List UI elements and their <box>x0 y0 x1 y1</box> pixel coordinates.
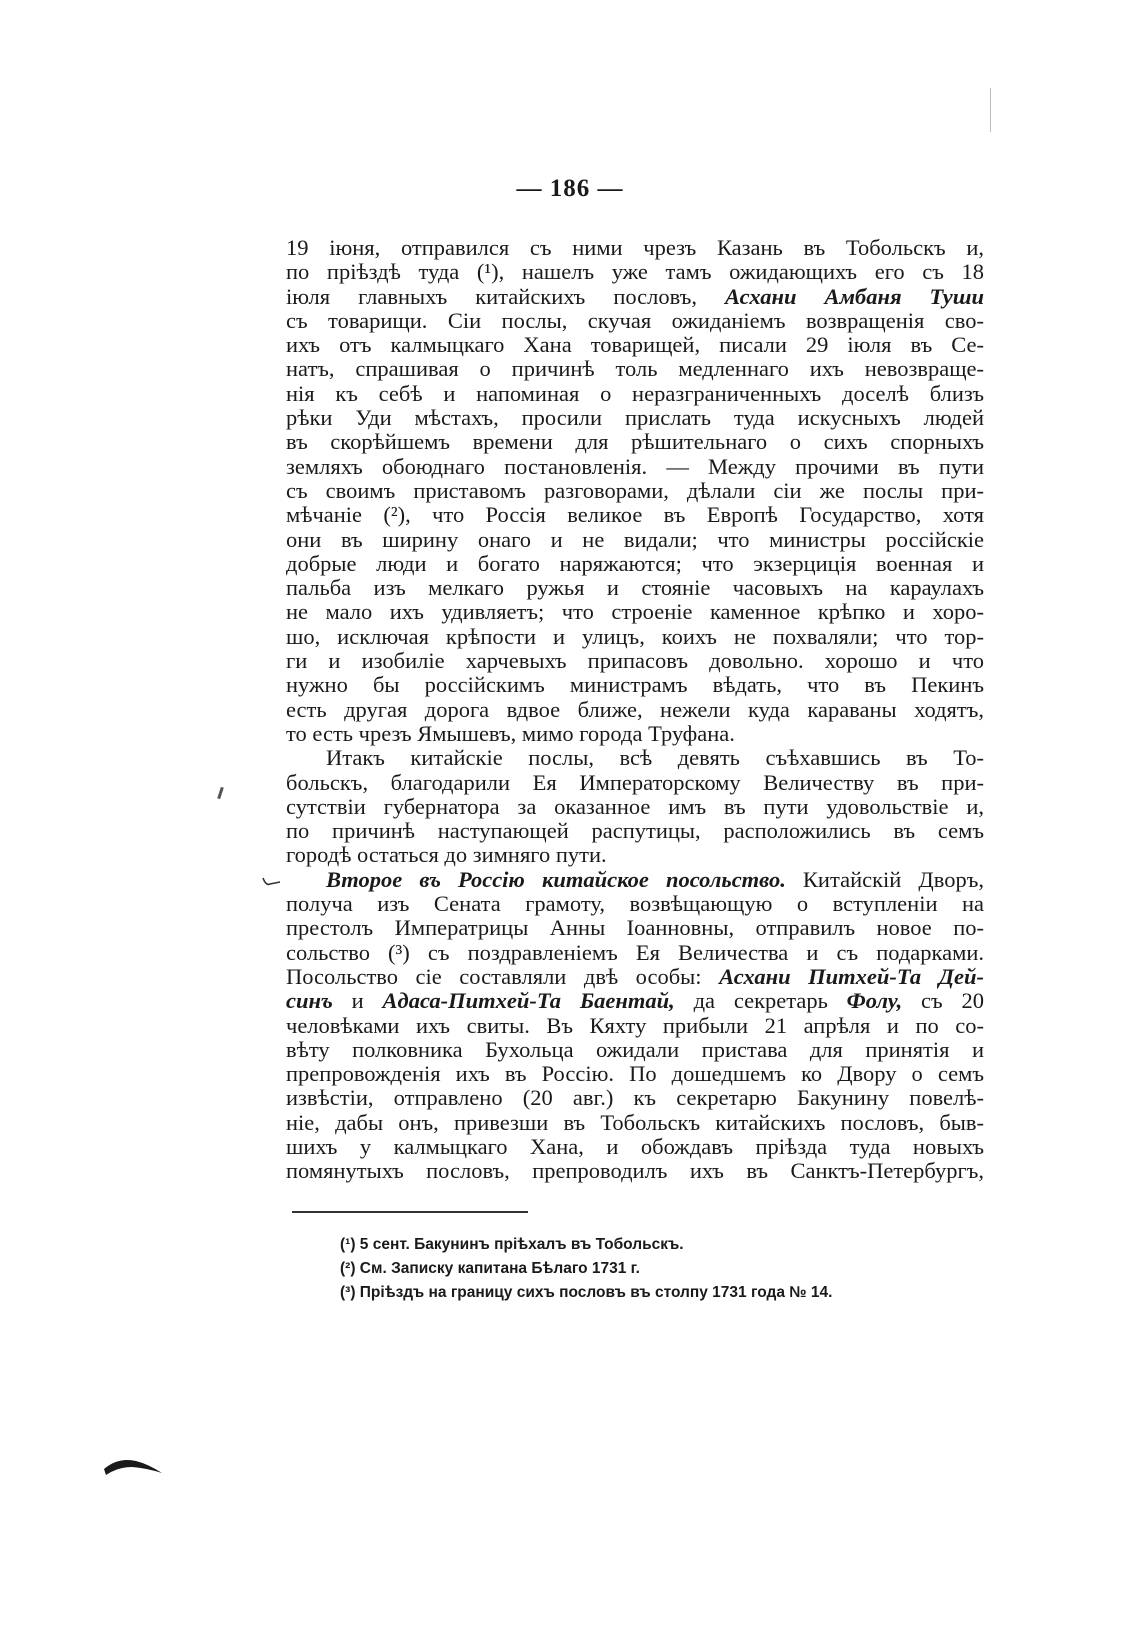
text-line <box>286 746 984 770</box>
text-line <box>286 528 984 552</box>
text-segment: натъ, спрашивая о причинѣ толь медленнаго ихъ невозвраще- <box>286 356 984 382</box>
text-line <box>286 698 984 722</box>
text-segment: ги и изобиліе харчевыхъ припасовъ довольно. хорошо и что <box>286 648 984 674</box>
text-line <box>286 892 984 916</box>
text-segment: шо, исключая крѣпости и улицъ, коихъ не похваляли; что тор- <box>286 623 984 649</box>
text-line <box>286 1038 984 1062</box>
text-segment: нія къ себѣ и напоминая о неразграниченныхъ доселѣ близъ <box>286 380 984 406</box>
text-segment: нужно бы россійскимъ министрамъ вѣдать, что въ Пекинъ <box>286 672 984 698</box>
text-segment: человѣками ихъ свиты. Въ Кяхту прибыли 21 апрѣля и по со- <box>286 1012 984 1038</box>
text-line <box>286 333 984 357</box>
text-line <box>286 1135 984 1159</box>
footnote-separator <box>292 1211 528 1213</box>
text-line <box>286 406 984 430</box>
text-segment: рѣки Уди мѣстахъ, просили прислать туда искусныхъ людей <box>286 405 984 431</box>
text-segment: мѣчаніе (²), что Россія великое въ Европѣ Государство, хотя <box>286 502 984 528</box>
text-segment: въ скорѣйшемъ времени для рѣшительнаго о сихъ спорныхъ <box>286 429 984 455</box>
text-segment: шихъ у калмыцкаго Хана, и обождавъ пріѣзда туда новыхъ <box>286 1133 984 1159</box>
text-segment: вѣту полковника Бухольца ожидали пристава для принятія и <box>286 1036 984 1062</box>
text-line <box>286 868 984 892</box>
text-segment: пальба изъ мелкаго ружья и стояніе часовыхъ на караулахъ <box>286 575 984 601</box>
text-line <box>286 430 984 454</box>
footnote-1: (¹) 5 сент. Бакунинъ пріѣхалъ въ Тобольскъ. <box>340 1236 684 1253</box>
text-line <box>286 309 984 333</box>
text-segment: съ своимъ приставомъ разговорами, дѣлали сіи же послы при- <box>286 477 984 503</box>
text-line <box>286 771 984 795</box>
text-segment: 19 іюня, отправился съ ними чрезъ Казань въ Тобольскъ и, <box>286 235 984 260</box>
text-segment: больскъ, благодарили Ея Императорскому Величеству въ при- <box>286 769 984 795</box>
italic-name: Фолу, <box>846 988 903 1014</box>
text-segment: съ 20 <box>902 988 984 1014</box>
text-segment: получа изъ Сената грамоту, возвѣщающую о вступленіи на <box>286 891 984 917</box>
text-segment: городѣ остаться до зимняго пути. <box>286 842 607 868</box>
text-segment: ихъ отъ калмыцкаго Хана товарищей, писали 29 іюля въ Се- <box>286 332 984 358</box>
text-segment: сутствіи губернатора за оказанное имъ въ пути удовольствіе и, <box>286 793 984 819</box>
text-line <box>286 795 984 819</box>
text-line <box>286 916 984 940</box>
text-segment: іюля главныхъ китайскихъ пословъ, <box>286 283 725 309</box>
text-line <box>286 600 984 624</box>
text-line <box>286 1159 984 1183</box>
text-segment: съ товарищи. Сіи послы, скучая ожиданіемъ возвращенія сво- <box>286 307 984 333</box>
text-line <box>286 576 984 600</box>
text-segment: ніе, дабы онъ, привезши въ Тобольскъ китайскихъ пословъ, быв- <box>286 1109 984 1135</box>
main-text <box>286 236 984 1184</box>
text-segment: по пріѣздѣ туда (¹), нашелъ уже тамъ ожидающихъ его съ 18 <box>286 259 984 285</box>
text-segment: извѣстіи, отправлено (20 авг.) къ секретарю Бакунину повелѣ- <box>286 1085 984 1111</box>
footnote-2: (²) См. Записку капитана Бѣлаго 1731 г. <box>340 1260 640 1277</box>
text-segment: то есть чрезъ Ямышевъ, мимо города Труфана. <box>286 720 735 746</box>
text-line <box>286 260 984 284</box>
text-line <box>286 236 984 260</box>
text-line <box>286 989 984 1013</box>
text-line <box>286 1014 984 1038</box>
text-line <box>286 503 984 527</box>
text-line <box>286 722 984 746</box>
italic-name: Асхани Питхей-Та Дей- <box>719 963 984 989</box>
text-segment: помянутыхъ пословъ, препроводилъ ихъ въ Санктъ-Петербургъ, <box>286 1158 984 1184</box>
margin-tick-mark <box>217 787 224 799</box>
text-line <box>286 357 984 381</box>
text-line <box>286 673 984 697</box>
text-segment: и <box>332 988 383 1014</box>
text-line <box>286 455 984 479</box>
text-line <box>286 649 984 673</box>
italic-name: Адаса-Питхей-Та Баентай, <box>382 988 675 1014</box>
text-segment: да секретарь <box>674 988 847 1014</box>
italic-name: Второе въ Россію китайское посольство. <box>326 866 786 892</box>
text-line <box>286 625 984 649</box>
text-line <box>286 1086 984 1110</box>
text-line <box>286 382 984 406</box>
text-segment: добрые люди и богато наряжаются; что экзерциція военная и <box>286 550 984 576</box>
text-line <box>286 819 984 843</box>
text-segment: не мало ихъ удивляетъ; что строеніе каменное крѣпко и хоро- <box>286 599 984 625</box>
text-line <box>286 843 984 867</box>
text-segment: по причинѣ наступающей распутицы, расположились въ семъ <box>286 818 984 844</box>
margin-pencil-mark <box>262 874 282 888</box>
text-segment: земляхъ обоюднаго постановленія. — Между прочими въ пути <box>286 453 984 479</box>
text-line <box>286 965 984 989</box>
text-segment: они въ ширину онаго и не видали; что министры россійскіе <box>286 526 984 552</box>
italic-name: синъ <box>286 988 333 1014</box>
text-segment: есть другая дорога вдвое ближе, нежели куда караваны ходятъ, <box>286 696 984 722</box>
text-segment: Итакъ китайскіе послы, всѣ девять съѣхавшись въ То- <box>326 745 984 771</box>
text-segment: Китайскій Дворъ, <box>785 866 984 892</box>
text-line <box>286 1111 984 1135</box>
text-line <box>286 479 984 503</box>
footnote-3: (³) Пріѣздъ на границу сихъ пословъ въ столпу 1731 года № 14. <box>340 1284 833 1301</box>
footnotes <box>340 1233 980 1305</box>
text-segment: препровожденія ихъ въ Россію. По дошедшемъ ко Двору о семъ <box>286 1061 984 1087</box>
text-segment: сольство (³) съ поздравленіемъ Ея Величества и съ подарками. <box>286 939 984 965</box>
page-number: — 186 — <box>516 175 624 202</box>
text-line <box>286 1062 984 1086</box>
text-line <box>286 941 984 965</box>
text-line <box>286 285 984 309</box>
text-line <box>286 552 984 576</box>
text-segment: престолъ Императрицы Анны Іоанновны, отправилъ новое по- <box>286 915 984 941</box>
italic-name: Асхани Амбаня Туши <box>724 283 985 309</box>
text-segment: Посольство сіе составляли двѣ особы: <box>286 963 720 989</box>
scan-artifact-mark <box>102 1455 164 1477</box>
scan-edge-line <box>990 88 991 132</box>
